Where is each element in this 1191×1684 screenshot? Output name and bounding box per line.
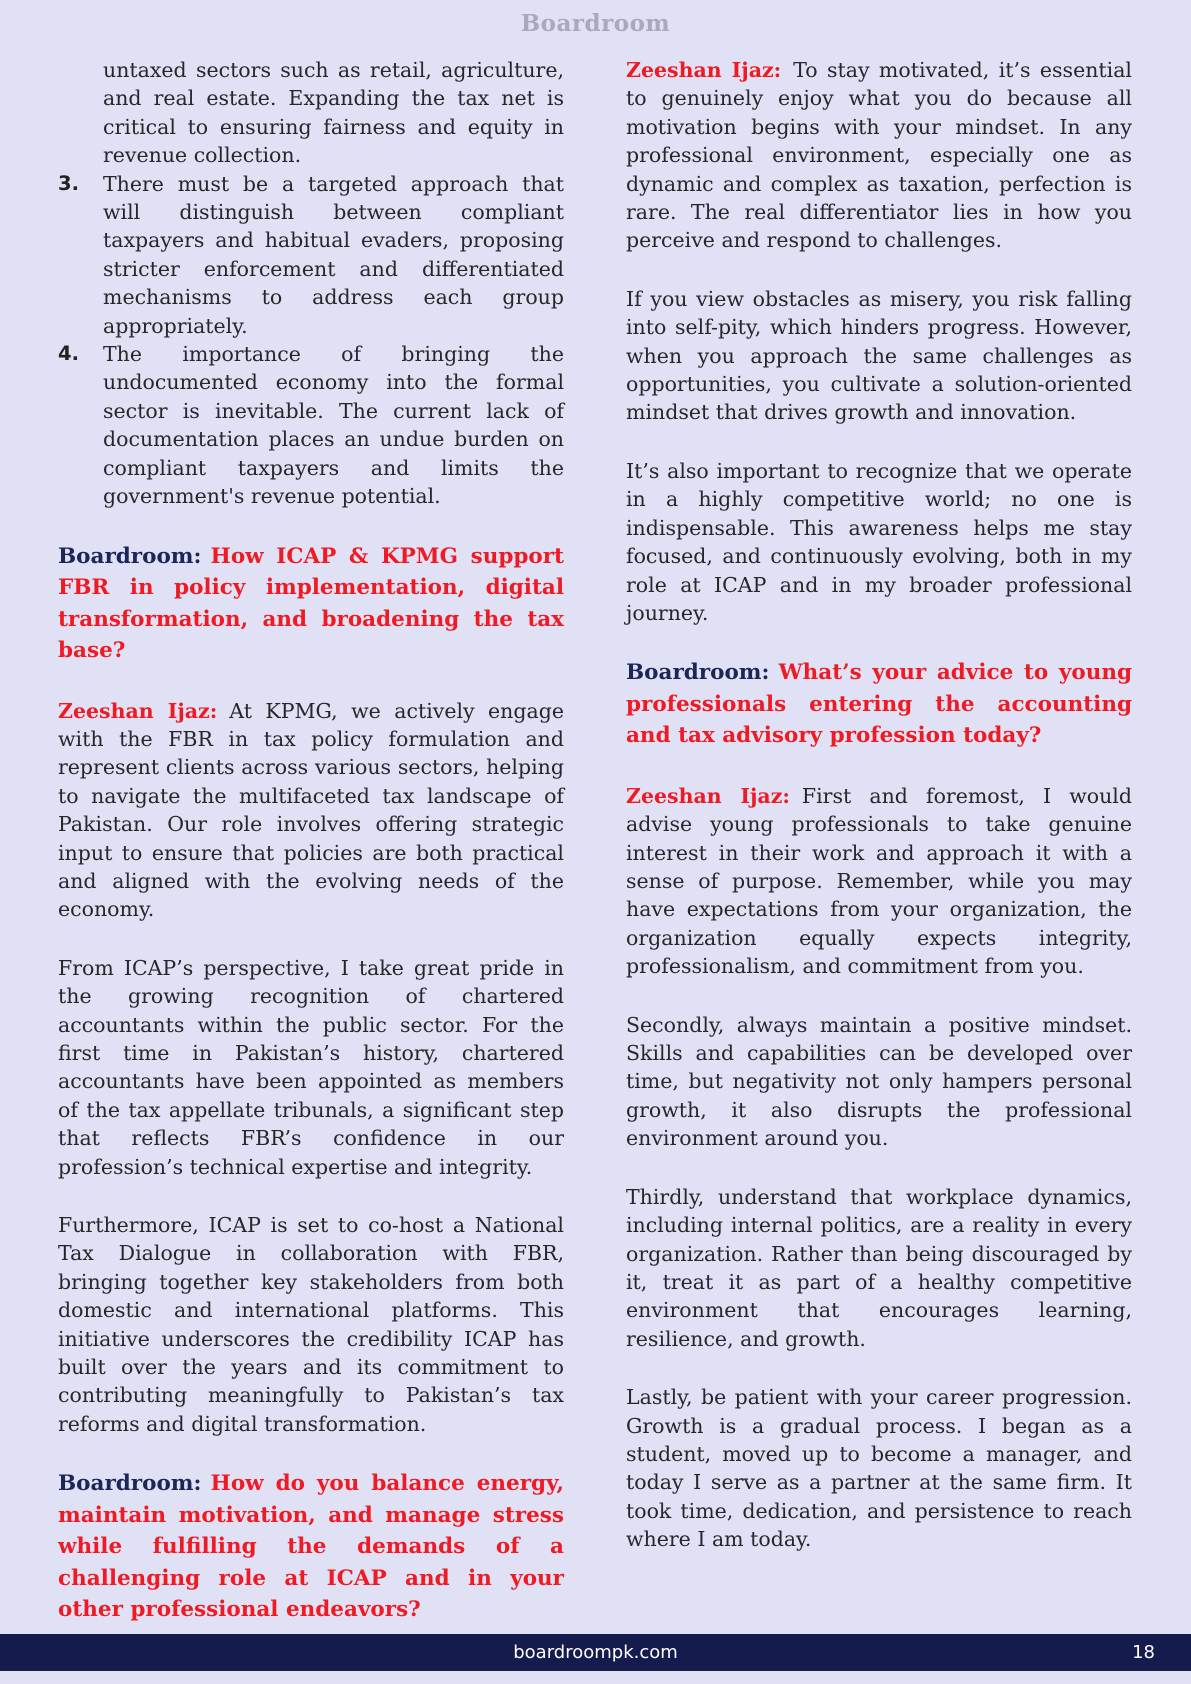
body-paragraph [626, 285, 1132, 427]
paragraph-text: Secondly, always maintain a positive mindset. Skills and capabilities can be developed over time, but negativity not only hampers personal growth, it also disrupts the professional environment around you. [626, 1012, 1132, 1151]
speaker-label: Boardroom: [58, 543, 202, 569]
paragraph-text: From ICAP’s perspective, I take great pride in the growing recognition of chartered accountants within the public sector. For the first time in Pakistan’s history, chartered accountants have been appointed as members of the tax appellate tribunals, a significant step that reflects FBR’s confidence in our profession’s technical expertise and integrity. [58, 955, 564, 1179]
footer-bar [0, 1634, 1191, 1671]
paragraph-text: First and foremost, I would advise young professionals to take genuine interest in their work and approach it with a sense of purpose. Remember, while you may have expectations from your organization, the organization equally expects integrity, professionalism, and commitment from you. [626, 783, 1132, 979]
question-paragraph [58, 541, 564, 667]
paragraph-text: To stay motivated, it’s essential to genuinely enjoy what you do because all motivation begins with your mindset. In any professional environment, especially one as dynamic and complex as taxation, perfection is rare. The real differentiator lies in how you perceive and respond to challenges. [626, 58, 1132, 253]
speaker-label: Boardroom: [58, 1471, 202, 1497]
list-number [58, 56, 103, 170]
body-paragraph [626, 457, 1132, 627]
question-text: How do you balance energy, maintain motivation, and manage stress while fulfilling the demands of a challenging role at ICAP and in your other professional endeavors? [58, 1471, 564, 1623]
speaker-label: Zeeshan Ijaz: [626, 58, 782, 82]
right-column [626, 56, 1132, 1626]
list-item [58, 170, 564, 340]
paragraph-text: Thirdly, understand that workplace dynamics, including internal politics, are a reality in every organization. Rather than being discouraged by it, treat it as part of a healthy competitive environment that encourages learning, resilience, and growth. [626, 1184, 1132, 1351]
body-paragraph [58, 1211, 564, 1438]
content-columns [58, 56, 1132, 1626]
answer-paragraph [626, 56, 1132, 255]
speaker-label: Zeeshan Ijaz: [58, 698, 218, 723]
body-paragraph [626, 1183, 1132, 1353]
question-paragraph [626, 657, 1132, 752]
body-paragraph [58, 954, 564, 1181]
page-header-title: Boardroom [520, 10, 671, 37]
paragraph-text: It’s also important to recognize that we operate in a highly competitive world; no one is indispensable. This awareness helps me stay focused, and continuously evolving, both in my role at ICAP and in my broader professional journey. [626, 458, 1132, 625]
question-text: What’s your advice to young professionals entering the accounting and tax advisory profession today? [626, 660, 1132, 749]
list-item-text: There must be a targeted approach that will distinguish between compliant taxpayers and habitual evaders, proposing stricter enforcement and differentiated mechanisms to address each group appropriately. [103, 171, 564, 338]
paragraph-text: If you view obstacles as misery, you risk falling into self-pity, which hinders progress. However, when you approach the same challenges as opportunities, you cultivate a solution-oriented mindset that drives growth and innovation. [626, 286, 1132, 425]
body-paragraph [626, 1383, 1132, 1553]
paragraph-text: At KPMG, we actively engage with the FBR in tax policy formulation and represent clients across various sectors, helping to navigate the multifaceted tax landscape of Pakistan. Our role involves offering strategic input to ensure that policies are both practical and aligned with the evolving needs of the economy. [58, 698, 564, 922]
answer-paragraph [626, 782, 1132, 981]
footer-site-url: boardroompk.com [513, 1642, 678, 1663]
list-item-text: untaxed sectors such as retail, agriculture, and real estate. Expanding the tax net is critical to ensuring fairness and equity in revenue collection. [103, 58, 564, 168]
list-item-text: The importance of bringing the undocumented economy into the formal sector is inevitable. The current lack of documentation places an undue burden on compliant taxpayers and limits the government's revenue potential. [103, 342, 564, 509]
list-item [58, 340, 564, 510]
body-paragraph [626, 1011, 1132, 1153]
question-text: How ICAP & KPMG support FBR in policy implementation, digital transformation, and broadening the tax base? [58, 543, 564, 663]
speaker-label: Zeeshan Ijaz: [626, 783, 790, 808]
left-column [58, 56, 564, 1626]
speaker-label: Boardroom: [626, 660, 770, 686]
list-number: 3. [58, 171, 79, 195]
paragraph-text: Lastly, be patient with your career progression. Growth is a gradual process. I began as a student, moved up to become a manager, and today I serve as a partner at the same firm. It took time, dedication, and persistence to reach where I am today. [626, 1385, 1132, 1552]
question-paragraph [58, 1468, 564, 1626]
paragraph-text: Furthermore, ICAP is set to co-host a National Tax Dialogue in collaboration with FBR, bringing together key stakeholders from both domestic and international platforms. This initiative underscores the credibility ICAP has built over the years and its commitment to contributing meaningfully to Pakistan’s tax reforms and digital transformation. [58, 1213, 564, 1436]
list-number: 4. [58, 342, 79, 366]
footer-page-number: 18 [1132, 1642, 1155, 1663]
list-item-continuation [58, 56, 564, 170]
answer-paragraph [58, 697, 564, 924]
